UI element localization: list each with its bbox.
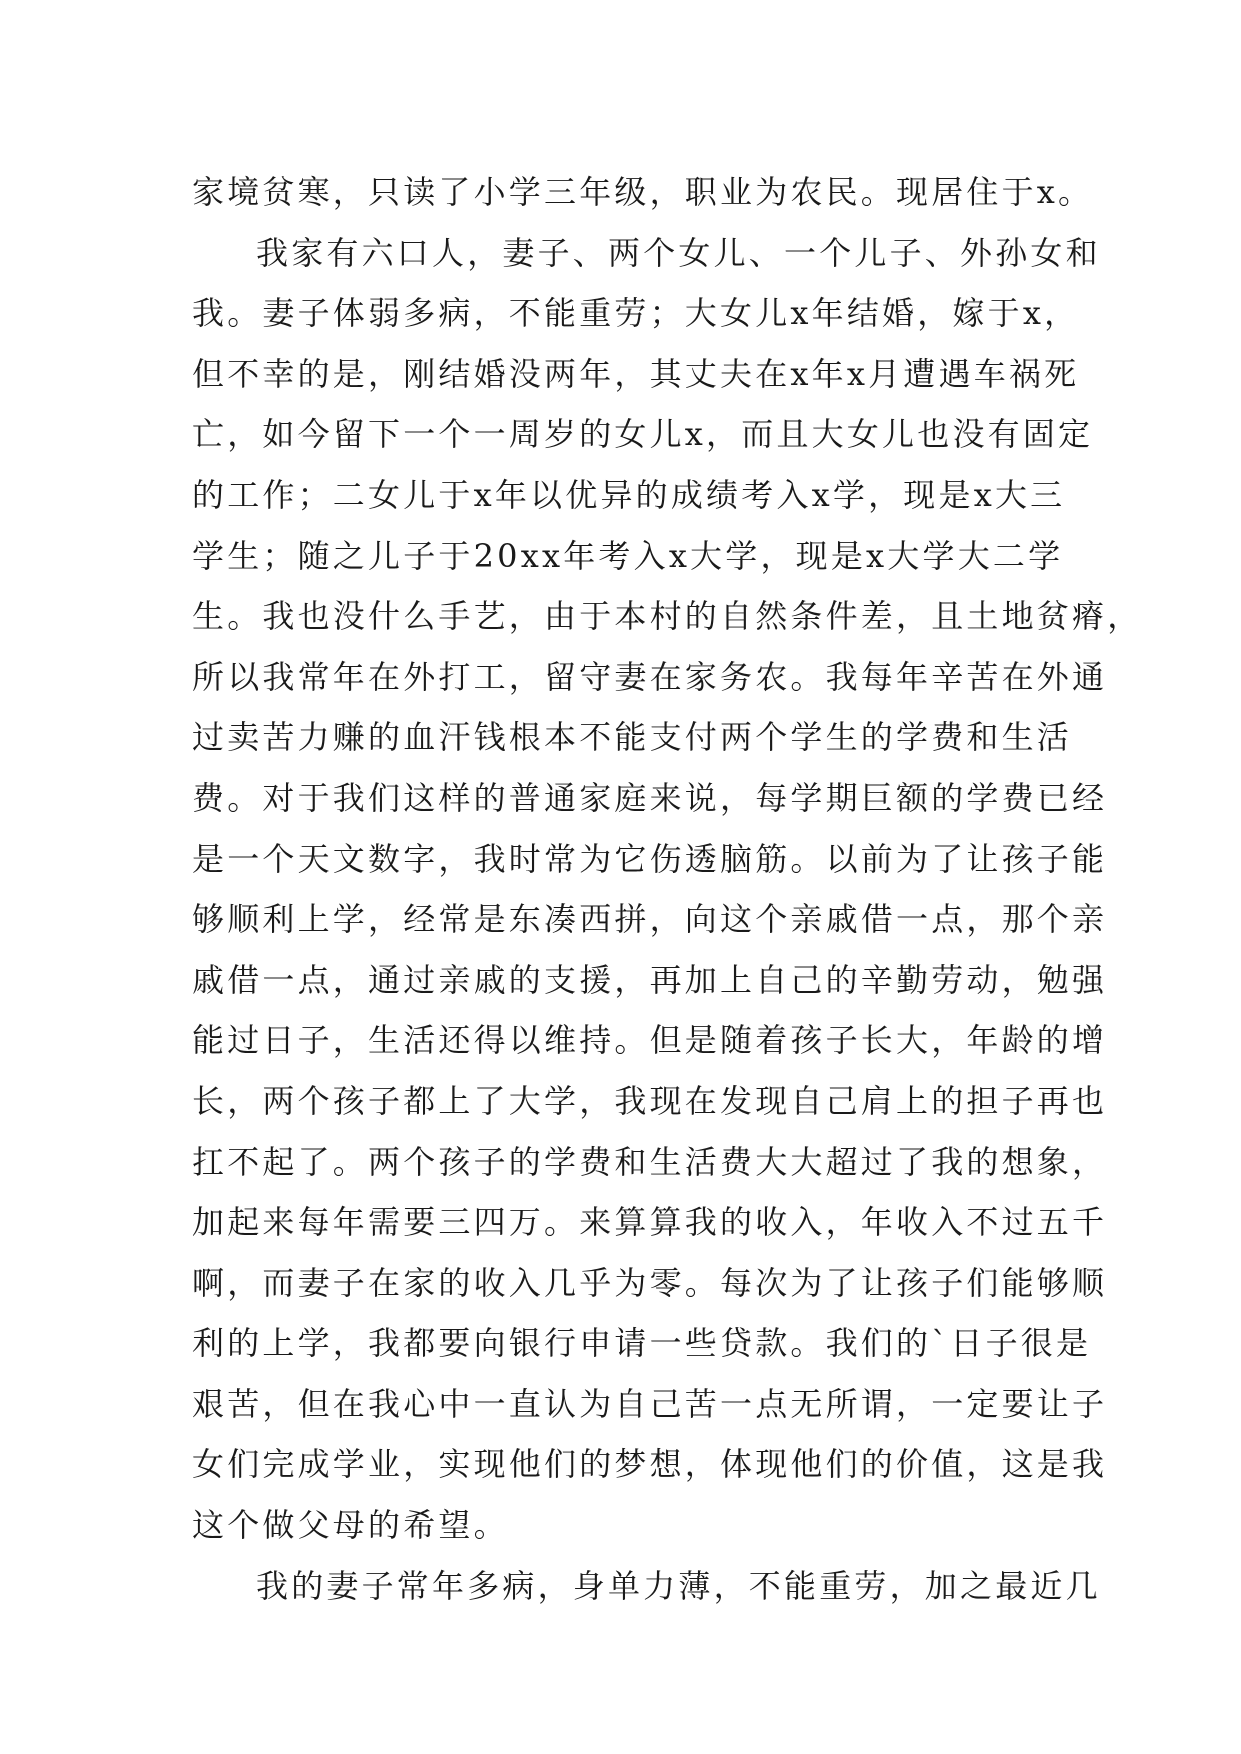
text-line: 扛不起了。两个孩子的学费和生活费大大超过了我的想象， — [192, 1142, 1108, 1181]
text-line: 加起来每年需要三四万。来算算我的收入，年收入不过五千 — [192, 1203, 1108, 1242]
paragraph-start-line: 我的妻子常年多病，身单力薄，不能重劳，加之最近几 — [256, 1566, 1101, 1605]
text-line: 但不幸的是，刚结婚没两年，其丈夫在x年x月遭遇车祸死 — [192, 354, 1080, 393]
text-line: 费。对于我们这样的普通家庭来说，每学期巨额的学费已经 — [192, 778, 1108, 817]
text-line: 女们完成学业，实现他们的梦想，体现他们的价值，这是我 — [192, 1445, 1108, 1484]
text-line: 长，两个孩子都上了大学，我现在发现自己肩上的担子再也 — [192, 1081, 1108, 1120]
text-line: 过卖苦力赚的血汗钱根本不能支付两个学生的学费和生活 — [192, 718, 1073, 757]
body-text — [192, 162, 1143, 1616]
text-line: 是一个天文数字，我时常为它伤透脑筋。以前为了让孩子能 — [192, 839, 1108, 878]
text-line: 家境贫寒，只读了小学三年级，职业为农民。现居住于x。 — [192, 173, 1094, 211]
text-line: 学生；随之儿子于20xx年考入x大学，现是x大学大二学 — [192, 536, 1064, 575]
text-line: 我。妻子体弱多病，不能重劳；大女儿x年结婚，嫁于x， — [192, 294, 1080, 333]
text-line: 艰苦，但在我心中一直认为自己苦一点无所谓，一定要让子 — [192, 1384, 1108, 1423]
text-line: 利的上学，我都要向银行申请一些贷款。我们的`日子很是 — [192, 1324, 1092, 1363]
text-line: 能过日子，生活还得以维持。但是随着孩子长大，年龄的增 — [192, 1021, 1108, 1060]
text-line: 的工作；二女儿于x年以优异的成绩考入x学，现是x大三 — [192, 475, 1066, 514]
text-line: 够顺利上学，经常是东凑西拼，向这个亲戚借一点，那个亲 — [192, 900, 1108, 939]
paragraph-start-line: 我家有六口人，妻子、两个女儿、一个儿子、外孙女和 — [256, 233, 1101, 272]
text-line: 戚借一点，通过亲戚的支援，再加上自己的辛勤劳动，勉强 — [192, 960, 1108, 999]
text-line: 生。我也没什么手艺，由于本村的自然条件差，且土地贫瘠， — [192, 597, 1143, 636]
text-line: 这个做父母的希望。 — [192, 1506, 509, 1545]
text-line: 所以我常年在外打工，留守妻在家务农。我每年辛苦在外通 — [192, 657, 1108, 696]
text-line: 啊，而妻子在家的收入几乎为零。每次为了让孩子们能够顺 — [192, 1263, 1108, 1302]
text-line: 亡，如今留下一个一周岁的女儿x，而且大女儿也没有固定 — [192, 415, 1094, 454]
